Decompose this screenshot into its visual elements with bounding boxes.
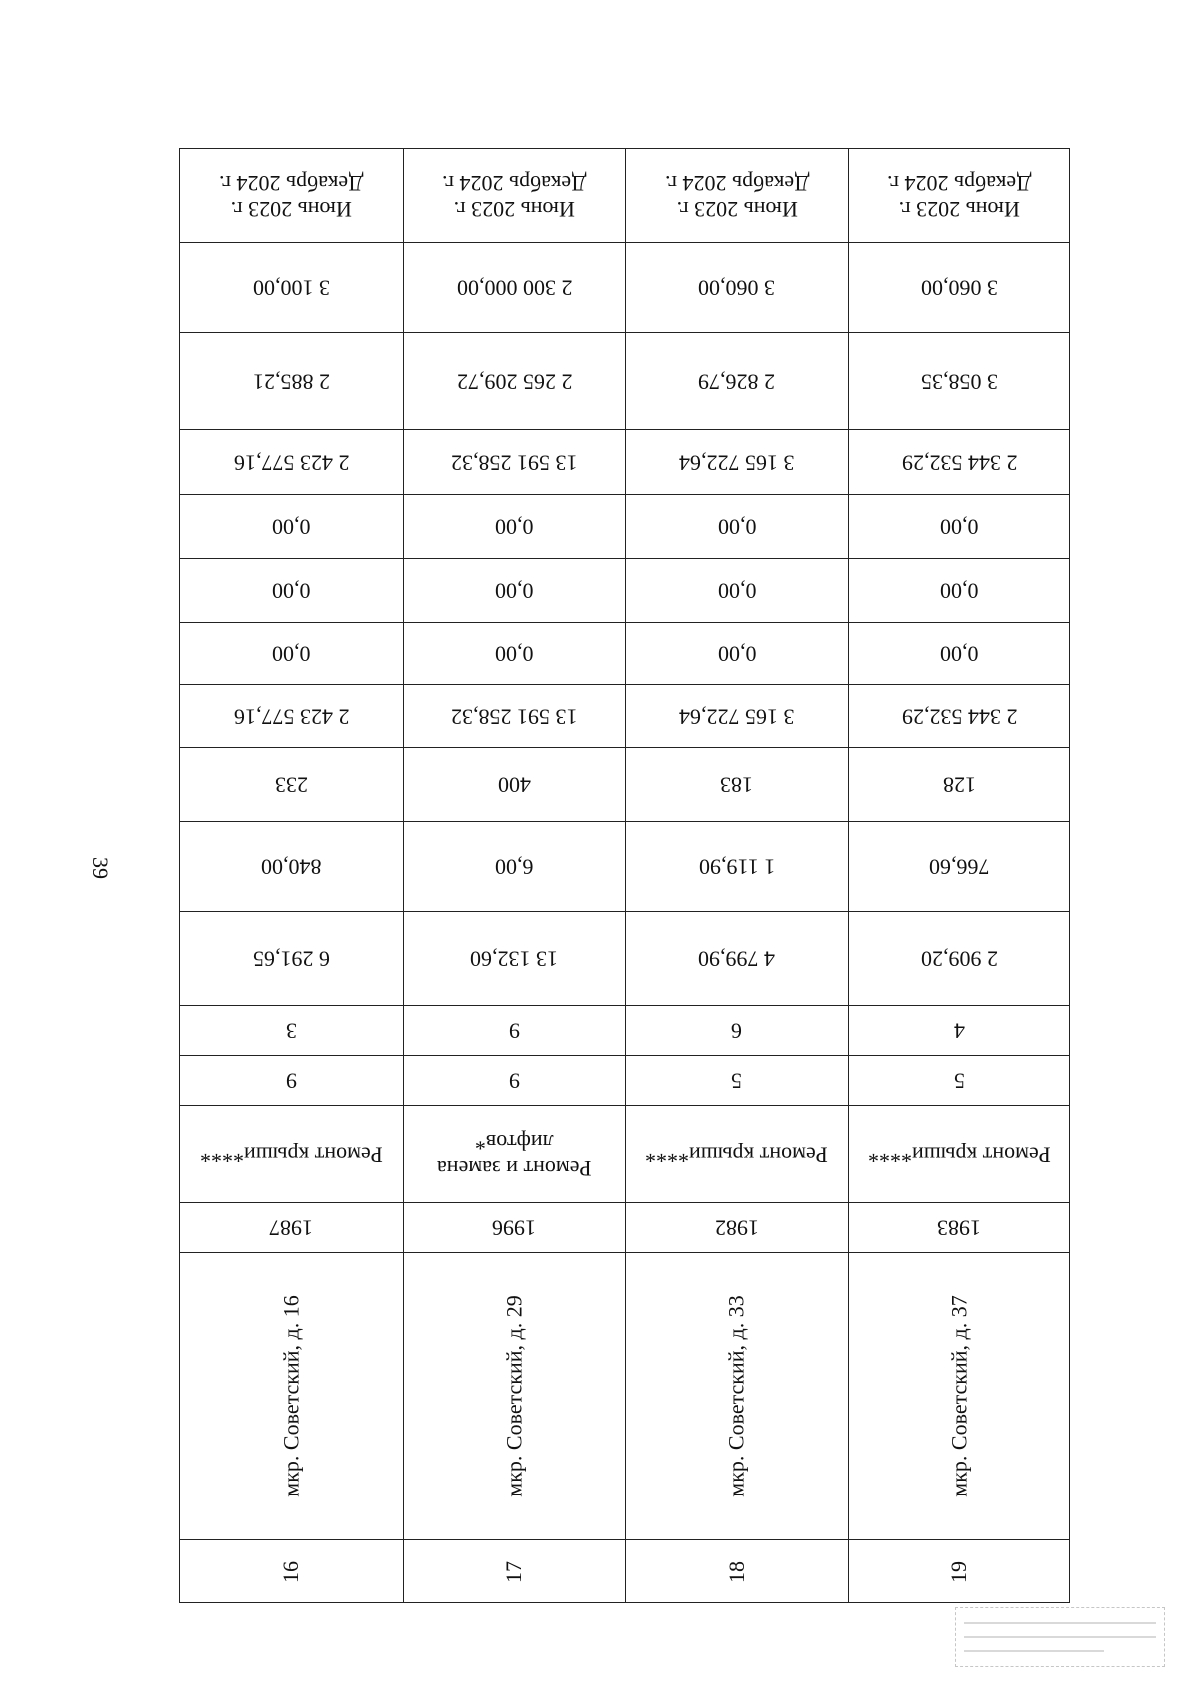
table-cell-work xyxy=(626,1105,848,1202)
table-cell-c11 xyxy=(180,622,403,684)
cell-text-work xyxy=(645,1141,828,1167)
table-cell-c12 xyxy=(849,558,1071,622)
cell-line: Ремонт крыши**** xyxy=(199,1142,383,1168)
cell-text-c14: 2 344 532,29 xyxy=(901,450,1017,476)
table-cell-year xyxy=(849,1202,1071,1252)
table-cell-c9 xyxy=(404,747,626,821)
cell-text-c11: 0,00 xyxy=(940,641,979,667)
table-cell-work xyxy=(849,1105,1071,1202)
cell-text-period xyxy=(887,169,1031,222)
table-cell-num xyxy=(180,1539,403,1604)
cell-text-c15: 3 058,35 xyxy=(920,369,998,395)
cell-text-address: мкр. Советский, д. 37 xyxy=(946,1295,972,1497)
table-cell-c9 xyxy=(180,747,403,821)
cell-text-c13: 0,00 xyxy=(717,514,756,540)
table-row xyxy=(625,149,848,1602)
cell-text-address: мкр. Советский, д. 33 xyxy=(723,1295,749,1497)
cell-text-address: мкр. Советский, д. 16 xyxy=(278,1295,304,1497)
table-cell-c7 xyxy=(404,911,626,1005)
cell-text-num: 19 xyxy=(946,1561,972,1583)
table-cell-c14 xyxy=(180,429,403,494)
table-cell-address xyxy=(404,1252,626,1539)
cell-line: Декабрь 2024 г. xyxy=(442,170,587,196)
table-cell-period xyxy=(626,149,848,242)
cell-text-c14: 13 591 258,32 xyxy=(451,450,578,476)
table-cell-c8 xyxy=(180,821,403,911)
table-cell-c14 xyxy=(626,429,848,494)
table-cell-c10 xyxy=(849,684,1071,747)
cell-text-c13: 0,00 xyxy=(940,514,979,540)
table-cell-c15 xyxy=(849,332,1071,429)
table-cell-c10 xyxy=(404,684,626,747)
cell-text-c10: 2 344 532,29 xyxy=(901,704,1017,730)
table-cell-c7 xyxy=(626,911,848,1005)
cell-line: Июнь 2023 г. xyxy=(676,196,798,222)
table-cell-c16 xyxy=(849,242,1071,332)
table-cell-num xyxy=(626,1539,848,1604)
cell-text-c9: 400 xyxy=(497,772,531,798)
table-cell-c10 xyxy=(626,684,848,747)
cell-text-c8: 1 119,90 xyxy=(698,854,775,880)
cell-text-c12: 0,00 xyxy=(495,578,534,604)
table-cell-period xyxy=(404,149,626,242)
cell-line: Ремонт крыши**** xyxy=(645,1142,829,1168)
cell-text-c16: 3 060,00 xyxy=(920,275,998,301)
cell-text-c10: 2 423 577,16 xyxy=(233,704,349,730)
cell-text-c12: 0,00 xyxy=(940,578,979,604)
cell-text-period xyxy=(219,169,363,222)
cell-line: Июнь 2023 г. xyxy=(453,196,575,222)
cell-line: Ремонт и замена xyxy=(437,1155,592,1181)
cell-text-period xyxy=(442,169,586,222)
cell-text-c15: 2 826,79 xyxy=(698,369,776,395)
cell-text-c15: 2 885,21 xyxy=(252,369,330,395)
cell-line: Декабрь 2024 г. xyxy=(664,170,809,196)
cell-text-c8: 840,00 xyxy=(261,854,322,880)
cell-text-c7: 13 132,60 xyxy=(470,946,559,972)
table-cell-c5 xyxy=(404,1055,626,1105)
table-cell-c14 xyxy=(404,429,626,494)
cell-text-c5: 5 xyxy=(731,1068,743,1094)
table-cell-c13 xyxy=(404,494,626,558)
table-cell-c16 xyxy=(626,242,848,332)
cell-text-c7: 4 799,90 xyxy=(698,946,776,972)
cell-text-c10: 3 165 722,64 xyxy=(679,704,795,730)
table-cell-c13 xyxy=(626,494,848,558)
cell-text-c13: 0,00 xyxy=(272,514,311,540)
table-cell-c8 xyxy=(849,821,1071,911)
cell-text-c10: 13 591 258,32 xyxy=(451,704,578,730)
cell-line: Декабрь 2024 г. xyxy=(219,170,364,196)
cell-text-num: 17 xyxy=(501,1561,527,1583)
table-row xyxy=(403,149,626,1602)
table-cell-c6 xyxy=(404,1005,626,1055)
cell-text-c11: 0,00 xyxy=(717,641,756,667)
cell-text-num: 18 xyxy=(723,1561,749,1583)
table-cell-work xyxy=(404,1105,626,1202)
cell-line: лифтов* xyxy=(474,1129,554,1154)
table-cell-period xyxy=(849,149,1071,242)
cell-text-c11: 0,00 xyxy=(272,641,311,667)
cell-text-c5: 9 xyxy=(285,1068,297,1094)
table-cell-c13 xyxy=(180,494,403,558)
cell-text-c6: 6 xyxy=(731,1018,743,1044)
table-cell-c15 xyxy=(404,332,626,429)
table-cell-c11 xyxy=(849,622,1071,684)
cell-text-c13: 0,00 xyxy=(495,514,534,540)
table-cell-c11 xyxy=(404,622,626,684)
table-cell-c7 xyxy=(849,911,1071,1005)
cell-text-c16: 3 060,00 xyxy=(698,275,776,301)
cell-text-c6: 3 xyxy=(285,1018,297,1044)
cell-text-c5: 9 xyxy=(508,1068,520,1094)
table-cell-c14 xyxy=(849,429,1071,494)
table-cell-c6 xyxy=(849,1005,1071,1055)
table-cell-c6 xyxy=(626,1005,848,1055)
cell-text-work xyxy=(200,1141,383,1167)
table-cell-year xyxy=(180,1202,403,1252)
table-cell-year xyxy=(626,1202,848,1252)
cell-text-c11: 0,00 xyxy=(495,641,534,667)
table-cell-period xyxy=(180,149,403,242)
cell-text-year: 1996 xyxy=(492,1215,537,1241)
cell-text-c5: 5 xyxy=(953,1068,965,1094)
cell-text-work xyxy=(437,1128,591,1181)
table-cell-c13 xyxy=(849,494,1071,558)
table-cell-c8 xyxy=(626,821,848,911)
table-cell-c11 xyxy=(626,622,848,684)
table-cell-num xyxy=(404,1539,626,1604)
cell-text-c6: 9 xyxy=(508,1018,520,1044)
table-cell-c15 xyxy=(180,332,403,429)
cell-text-num: 16 xyxy=(278,1561,304,1583)
table-cell-c5 xyxy=(180,1055,403,1105)
table-cell-year xyxy=(404,1202,626,1252)
cell-text-year: 1982 xyxy=(714,1215,759,1241)
table-cell-num xyxy=(849,1539,1071,1604)
cell-text-c8: 766,60 xyxy=(929,854,990,880)
cell-text-year: 1987 xyxy=(269,1215,314,1241)
cell-line: Июнь 2023 г. xyxy=(898,196,1020,222)
cell-line: Декабрь 2024 г. xyxy=(887,170,1032,196)
cell-text-c16: 2 300 000,00 xyxy=(456,275,572,301)
table-cell-c12 xyxy=(404,558,626,622)
table-cell-c15 xyxy=(626,332,848,429)
cell-text-c16: 3 100,00 xyxy=(252,275,330,301)
table-cell-address xyxy=(849,1252,1071,1539)
cell-text-year: 1983 xyxy=(937,1215,982,1241)
table-cell-address xyxy=(180,1252,403,1539)
table-row xyxy=(848,149,1071,1602)
table-cell-work xyxy=(180,1105,403,1202)
table-cell-address xyxy=(626,1252,848,1539)
table-cell-c16 xyxy=(404,242,626,332)
cell-text-c6: 4 xyxy=(953,1018,965,1044)
cell-text-c12: 0,00 xyxy=(717,578,756,604)
cell-text-c9: 233 xyxy=(274,772,308,798)
stamp-mark xyxy=(955,1607,1165,1667)
cell-text-c14: 3 165 722,64 xyxy=(679,450,795,476)
cell-text-c9: 128 xyxy=(942,772,976,798)
table-cell-c7 xyxy=(180,911,403,1005)
page-number: 39 xyxy=(88,857,113,879)
table-cell-c5 xyxy=(626,1055,848,1105)
table-cell-c9 xyxy=(849,747,1071,821)
table-cell-c12 xyxy=(180,558,403,622)
table-cell-c8 xyxy=(404,821,626,911)
cell-text-address: мкр. Советский, д. 29 xyxy=(501,1295,527,1497)
cell-text-work xyxy=(868,1141,1051,1167)
table-cell-c10 xyxy=(180,684,403,747)
cell-line: Июнь 2023 г. xyxy=(230,196,352,222)
cell-text-c12: 0,00 xyxy=(272,578,311,604)
cell-text-c7: 2 909,20 xyxy=(920,946,998,972)
table-cell-c9 xyxy=(626,747,848,821)
repair-table xyxy=(179,148,1070,1603)
cell-text-period xyxy=(665,169,809,222)
cell-text-c9: 183 xyxy=(720,772,754,798)
cell-text-c8: 6,00 xyxy=(495,854,534,880)
table-cell-c16 xyxy=(180,242,403,332)
table-row xyxy=(180,149,403,1602)
table-cell-c6 xyxy=(180,1005,403,1055)
cell-line: Ремонт крыши**** xyxy=(867,1142,1051,1168)
table-cell-c5 xyxy=(849,1055,1071,1105)
table-cell-c12 xyxy=(626,558,848,622)
cell-text-c14: 2 423 577,16 xyxy=(233,450,349,476)
cell-text-c15: 2 265 209,72 xyxy=(456,369,572,395)
cell-text-c7: 6 291,65 xyxy=(252,946,330,972)
